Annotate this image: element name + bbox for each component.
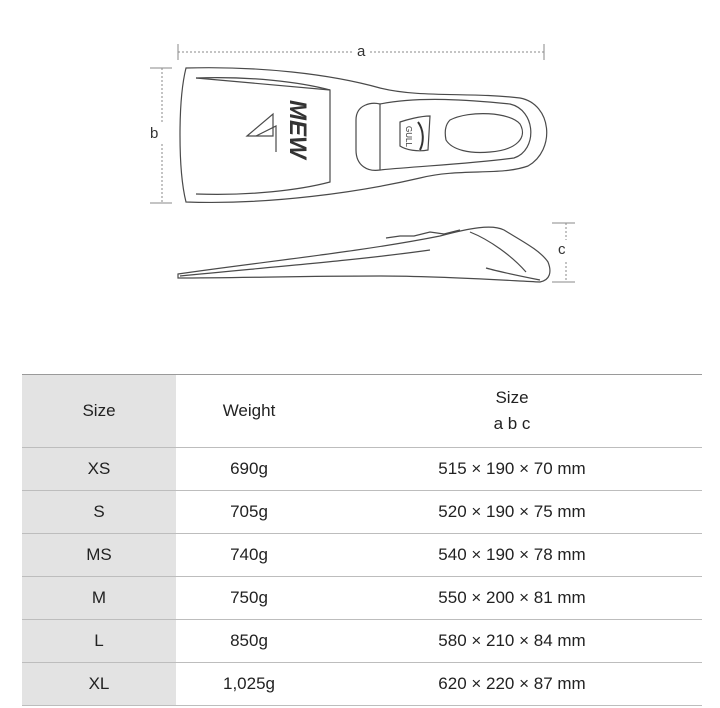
row-dimensions: 620 × 220 × 87 mm <box>322 663 702 706</box>
table-row <box>22 491 702 534</box>
size-table-header <box>22 375 702 448</box>
header-dimensions-sub: a b c <box>493 414 531 433</box>
table-row <box>22 534 702 577</box>
row-weight: 850g <box>176 620 322 663</box>
row-size: MS <box>22 534 176 577</box>
row-dimensions: 580 × 210 × 84 mm <box>322 620 702 663</box>
fin-top-view <box>180 68 547 203</box>
table-row <box>22 577 702 620</box>
row-size: XS <box>22 448 176 491</box>
row-weight: 705g <box>176 491 322 534</box>
table-row <box>22 448 702 491</box>
fin-diagram <box>0 0 720 340</box>
row-dimensions: 520 × 190 × 75 mm <box>322 491 702 534</box>
header-dimensions-title: Size <box>495 388 529 407</box>
table-row <box>22 620 702 663</box>
header-dimensions <box>322 375 702 448</box>
gull-badge-logo <box>404 122 423 150</box>
row-dimensions: 515 × 190 × 70 mm <box>322 448 702 491</box>
row-size: M <box>22 577 176 620</box>
dimension-c-label: c <box>558 241 566 258</box>
size-table <box>22 374 702 706</box>
row-size: XL <box>22 663 176 706</box>
header-size: Size <box>22 375 176 448</box>
row-dimensions: 550 × 200 × 81 mm <box>322 577 702 620</box>
row-weight: 750g <box>176 577 322 620</box>
fin-side-view <box>178 227 550 282</box>
size-table-body <box>22 448 702 706</box>
svg-text:MEW: MEW <box>284 100 311 159</box>
row-size: L <box>22 620 176 663</box>
header-weight: Weight <box>176 375 322 448</box>
row-size: S <box>22 491 176 534</box>
dimension-b-label: b <box>150 125 159 142</box>
row-weight: 1,025g <box>176 663 322 706</box>
row-weight: 690g <box>176 448 322 491</box>
row-dimensions: 540 × 190 × 78 mm <box>322 534 702 577</box>
mew-logo <box>284 100 311 161</box>
svg-text:GULL: GULL <box>404 126 413 147</box>
table-row <box>22 663 702 706</box>
row-weight: 740g <box>176 534 322 577</box>
dimension-a-label: a <box>357 43 366 60</box>
